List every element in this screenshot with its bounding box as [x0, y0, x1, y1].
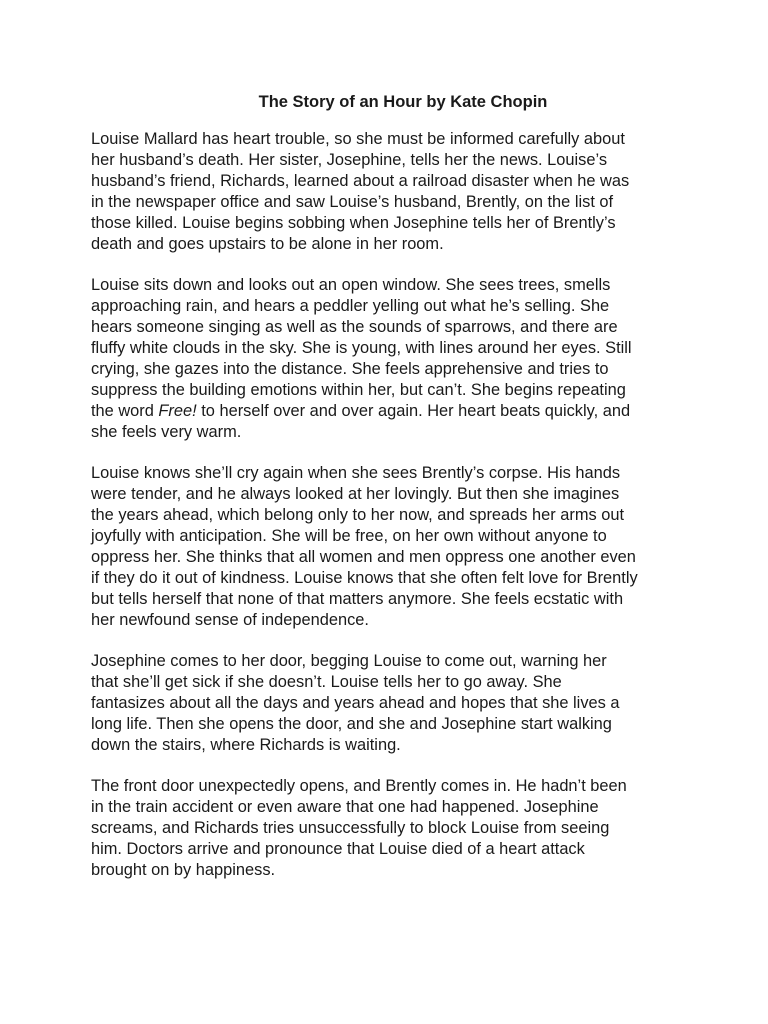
- text-line: if they do it out of kindness. Louise knows that she often felt love for Brently: [91, 569, 638, 587]
- text-line: death and goes upstairs to be alone in her room.: [91, 235, 444, 253]
- text-segment: the word: [91, 402, 159, 420]
- text-line: she feels very warm.: [91, 423, 242, 441]
- text-line: but tells herself that none of that matters anymore. She feels ecstatic with: [91, 590, 624, 608]
- text-line: brought on by happiness.: [91, 861, 276, 879]
- text-line: suppress the building emotions within her, but can’t. She begins repeating: [91, 381, 626, 399]
- text-line: long life. Then she opens the door, and she and Josephine start walking: [91, 715, 612, 733]
- document-title: The Story of an Hour by Kate Chopin: [258, 93, 548, 111]
- paragraph-2: [91, 275, 728, 443]
- text-line: in the train accident or even aware that one had happened. Josephine: [91, 798, 599, 816]
- text-line: down the stairs, where Richards is waiting.: [91, 736, 401, 754]
- text-line: husband’s friend, Richards, learned about a railroad disaster when he was: [91, 172, 630, 190]
- text-line-with-italic: [91, 401, 728, 422]
- text-line: the years ahead, which belong only to her now, and spreads her arms out: [91, 506, 625, 524]
- text-line: fantasizes about all the days and years ahead and hopes that she lives a: [91, 694, 620, 712]
- text-line: her husband’s death. Her sister, Josephine, tells her the news. Louise’s: [91, 151, 608, 169]
- text-line: crying, she gazes into the distance. She feels apprehensive and tries to: [91, 360, 609, 378]
- text-line: joyfully with anticipation. She will be free, on her own without anyone to: [91, 527, 607, 545]
- text-line: Louise knows she’ll cry again when she sees Brently’s corpse. His hands: [91, 464, 621, 482]
- paragraph-1: [91, 129, 728, 255]
- text-line: The front door unexpectedly opens, and Brently comes in. He hadn’t been: [91, 777, 627, 795]
- paragraph-3: [91, 463, 728, 631]
- text-line: that she’ll get sick if she doesn’t. Louise tells her to go away. She: [91, 673, 562, 691]
- text-line: fluffy white clouds in the sky. She is young, with lines around her eyes. Still: [91, 339, 632, 357]
- text-line: approaching rain, and hears a peddler yelling out what he’s selling. She: [91, 297, 610, 315]
- text-line: hears someone singing as well as the sounds of sparrows, and there are: [91, 318, 618, 336]
- paragraph-4: [91, 651, 728, 756]
- paragraph-5: [91, 776, 728, 881]
- text-line: oppress her. She thinks that all women and men oppress one another even: [91, 548, 636, 566]
- italic-word: Free!: [158, 402, 197, 420]
- text-line: Josephine comes to her door, begging Louise to come out, warning her: [91, 652, 607, 670]
- text-line: Louise Mallard has heart trouble, so she must be informed carefully about: [91, 130, 625, 148]
- text-line: him. Doctors arrive and pronounce that Louise died of a heart attack: [91, 840, 585, 858]
- text-line: in the newspaper office and saw Louise’s husband, Brently, on the list of: [91, 193, 614, 211]
- text-line: were tender, and he always looked at her lovingly. But then she imagines: [91, 485, 620, 503]
- text-line: screams, and Richards tries unsuccessfully to block Louise from seeing: [91, 819, 610, 837]
- text-segment: to herself over and over again. Her heart beats quickly, and: [196, 402, 631, 420]
- text-line: Louise sits down and looks out an open window. She sees trees, smells: [91, 276, 611, 294]
- text-line: her newfound sense of independence.: [91, 611, 369, 629]
- text-line: those killed. Louise begins sobbing when Josephine tells her of Brently’s: [91, 214, 616, 232]
